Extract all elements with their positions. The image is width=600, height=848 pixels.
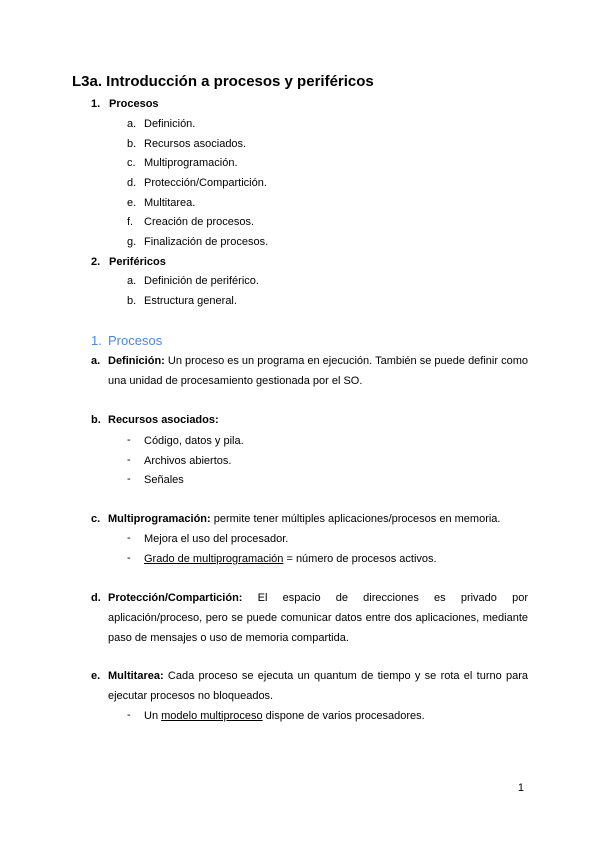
list-item: Señales [144,474,184,486]
toc-section-label: Periféricos [109,256,166,268]
toc-item: b. Recursos asociados. [127,138,247,150]
section-heading: 1. Procesos [91,333,163,348]
paragraph-multitarea: e. Multitarea: Cada proceso se ejecuta un quantum de tiempo y se rota el turno para ejecutar procesos no bloqueados. [91,670,529,702]
paragraph-recursos: b. Recursos asociados: [91,414,219,426]
list-item: Archivos abiertos. [144,455,232,467]
list-item: Un modelo multiproceso dispone de varios procesadores. [144,710,425,722]
list-item: Mejora el uso del procesador. [144,533,289,545]
bullet-dash: - [127,532,131,544]
toc-section-label: Procesos [109,98,159,110]
term-definicion: Definición: [108,355,165,367]
toc-item: d. Protección/Compartición. [127,177,267,189]
bullet-dash: - [127,434,131,446]
list-item: Grado de multiprogramación = número de procesos activos. [144,553,437,565]
toc-section-1 [91,97,159,111]
bullet-dash: - [127,552,131,564]
toc-section-number: 1. [91,98,101,110]
toc-item: e. Multitarea. [127,197,196,209]
toc-item: g. Finalización de procesos. [127,236,269,248]
page-number: 1 [517,782,524,794]
bullet-dash: - [127,709,131,721]
underlined-term: Grado de multiprogramación [144,553,284,565]
toc-section-number: 2. [91,256,101,268]
toc-item: f. Creación de procesos. [127,216,255,228]
document-title: L3a. Introducción a procesos y periféricos [72,73,374,90]
toc-item: c. Multiprogramación. [127,157,238,169]
term-multitarea: Multitarea: [108,670,164,682]
paragraph-proteccion: d. Protección/Compartición: El espacio de direcciones es privado por aplicación/proceso, pero se puede comunicar datos entre dos aplicaciones, mediante paso de mensajes o uso de memoria compartida. [91,592,528,644]
toc-item: b. Estructura general. [127,295,237,307]
bullet-dash: - [127,454,131,466]
term-proteccion: Protección/Compartición: [108,592,243,604]
paragraph-multiprogramacion: c. Multiprogramación: permite tener múltiples aplicaciones/procesos en memoria. [91,513,501,525]
term-multiprogramacion: Multiprogramación: [108,513,211,525]
underlined-term: modelo multiproceso [161,710,263,722]
toc-item: a. Definición. [127,118,196,130]
list-item: Código, datos y pila. [144,435,244,447]
paragraph-definicion: a. Definición: Un proceso es un programa en ejecución. También se puede definir como una unidad de procesamiento gestionada por el SO. [91,355,528,387]
bullet-dash: - [127,473,131,485]
toc-item: a. Definición de periférico. [127,275,259,287]
toc-section-2 [91,255,166,269]
term-recursos: Recursos asociados: [108,414,219,426]
